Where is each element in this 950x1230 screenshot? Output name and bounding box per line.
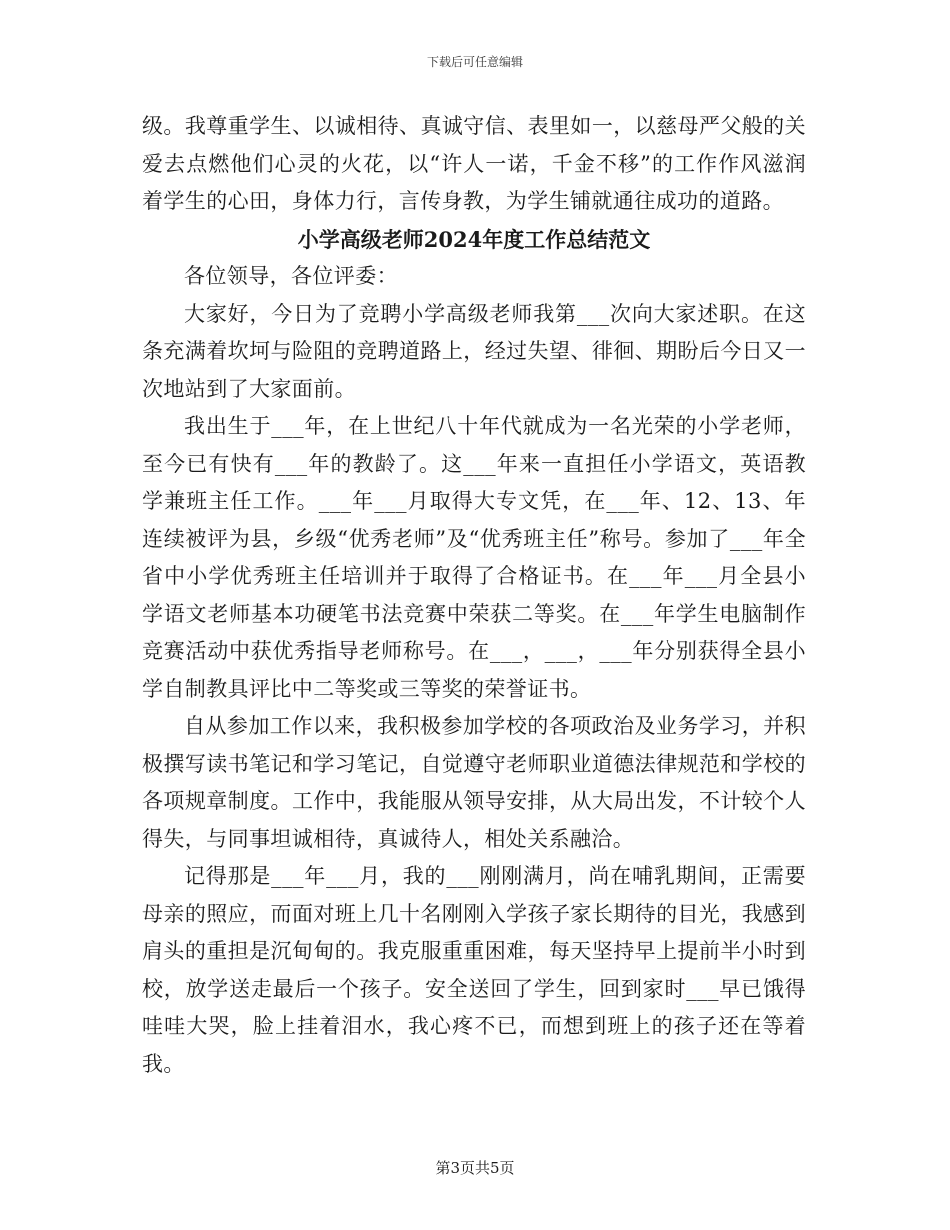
page-header-note: 下载后可任意编辑 (426, 55, 523, 69)
continuation-paragraph: 级。我尊重学生、以诚相待、真诚守信、表里如一，以慈母严父般的关爱去点燃他们心灵的火花，以“许人一诺，千金不移”的工作作风滋润着学生的心田，身体力行，言传身教，为学生铺就通往成功的道路。 (142, 114, 806, 213)
paragraph-3: 自从参加工作以来，我积极参加学校的各项政治及业务学习，并积极撰写读书笔记和学习笔记，自觉遵守老师职业道德法律规范和学校的各项规章制度。工作中，我能服从领导安排，从大局出发，不计较个人得失，与同事坦诚相待，真诚待人，相处关系融洽。 (142, 714, 806, 851)
page-number: 第3页共5页 (435, 1159, 515, 1177)
paragraph-2: 我出生于___年，在上世纪八十年代就成为一名光荣的小学老师，至今已有快有___年的教龄了。这___年来一直担任小学语文，英语教学兼班主任工作。___年___月取得大专文凭，在___年、12、13、年连续被评为县，乡级“优秀老师”及“优秀班主任”称号。参加了___年全省中小学优秀班主任培训并于取得了合格证书。在___年___月全县小学语文老师基本功硬笔书法竞赛中荣获二等奖。在___年学生电脑制作竞赛活动中获优秀指导老师称号。在___，___，___年分别获得全县小学自制教具评比中二等奖或三等奖的荣誉证书。 (142, 414, 806, 701)
paragraph-1: 大家好，今日为了竞聘小学高级老师我第___次向大家述职。在这条充满着坎坷与险阻的竞聘道路上，经过失望、徘徊、期盼后今日又一次地站到了大家面前。 (142, 301, 806, 401)
paragraph-4: 记得那是___年___月，我的___刚刚满月，尚在哺乳期间，正需要母亲的照应，而面对班上几十名刚刚入学孩子家长期待的目光，我感到肩头的重担是沉甸甸的。我克服重重困难，每天坚持早上提前半小时到校，放学送走最后一个孩子。安全送回了学生，回到家时___早已饿得哇哇大哭，脸上挂着泪水，我心疼不已，而想到班上的孩子还在等着我。 (142, 864, 806, 1076)
document-title: 小学高级老师2024年度工作总结范文 (297, 226, 651, 252)
document-body (142, 108, 806, 1083)
salutation: 各位领导，各位评委： (184, 264, 398, 288)
